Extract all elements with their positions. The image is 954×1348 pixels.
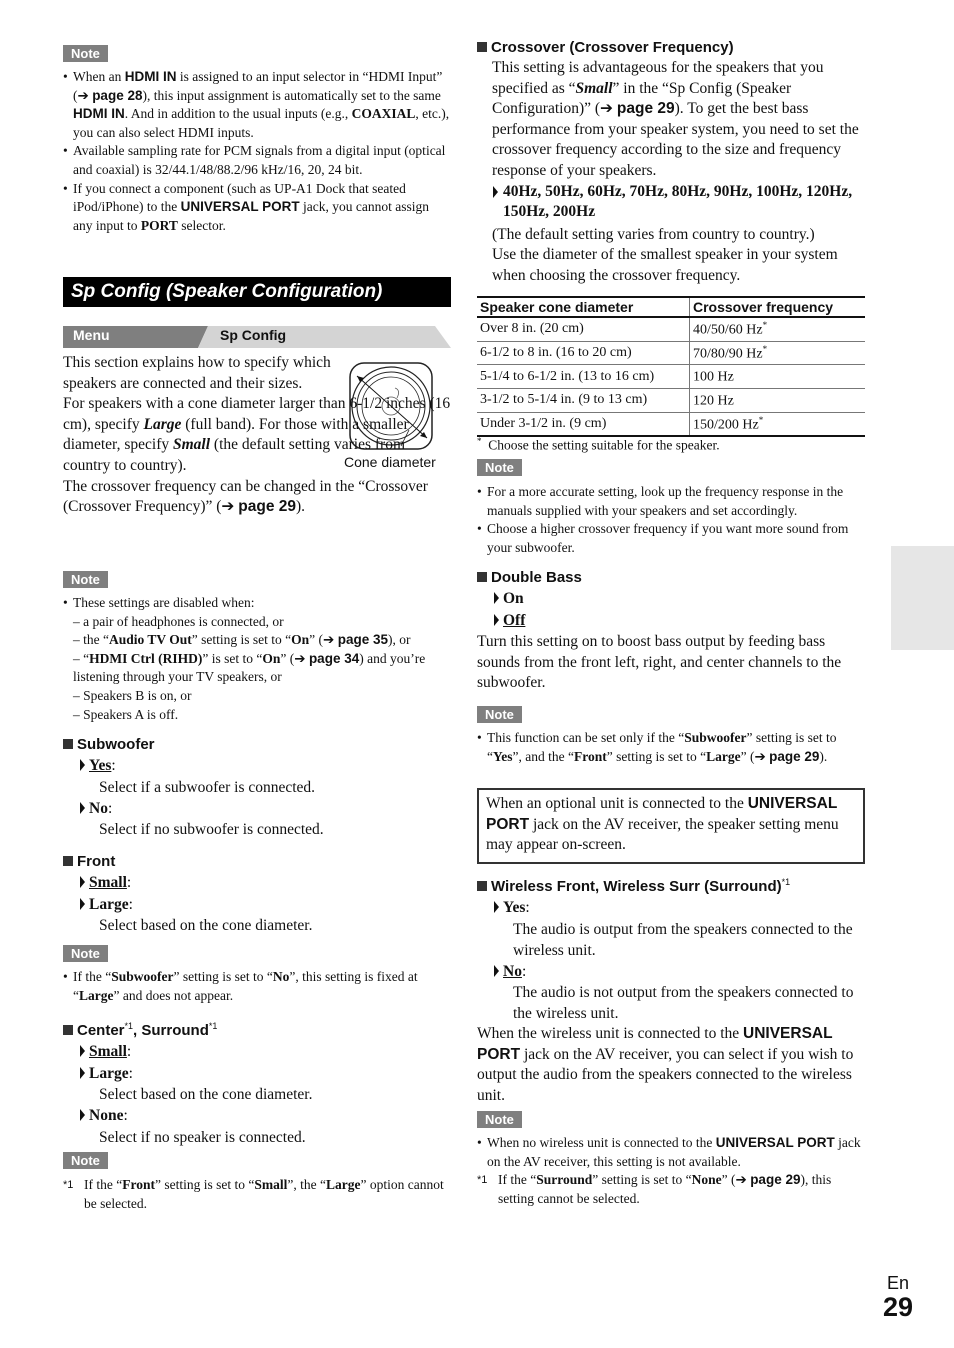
double-bass-body: Turn this setting on to boost bass output by feeding bass sounds from the front left, right, and center channels to the subwoofer. [477, 633, 842, 692]
front-section [63, 852, 451, 936]
crossover-options: 40Hz, 50Hz, 60Hz, 70Hz, 80Hz, 90Hz, 100Hz, 120Hz, 150Hz, 200Hz [477, 182, 867, 223]
list-item: • Available sampling rate for PCM signals from a digital input (optical and coaxial) is 32/44.1/48/88.2/96 kHz/16, 20, 24 bit. [63, 142, 451, 179]
list-item: • Choose a higher crossover frequency if you want more sound from your subwoofer. [477, 520, 867, 557]
page-number: 29 [883, 1292, 914, 1322]
wireless-section [477, 872, 867, 1106]
intro [63, 353, 451, 518]
menu-item-label: Sp Config [220, 327, 287, 343]
double-bass-note [477, 729, 867, 766]
arrow-right-icon [80, 876, 85, 888]
list-item: • This function can be set only if the “Subwoofer” setting is set to “Yes”, and the “Front” setting is set to “Large” (➔ page 29). [477, 729, 867, 766]
crossover-heading: Crossover (Crossover Frequency) [477, 38, 867, 58]
table-cell: 120 Hz [690, 388, 866, 412]
option-desc: The audio is not output from the speakers connected to the wireless unit. [513, 984, 854, 1022]
table-footnote: * Choose the setting suitable for the speaker. [477, 436, 720, 453]
crossover-section [477, 38, 867, 287]
option-no: No: [477, 961, 867, 983]
arrow-right-icon [80, 1067, 85, 1079]
option-yes: Yes: [63, 755, 451, 777]
option-small: Small: [63, 872, 451, 894]
double-bass-heading: Double Bass [477, 568, 867, 588]
table-header-cell: Speaker cone diameter [477, 297, 690, 317]
option-desc: Select based on the cone diameter. [99, 917, 313, 934]
intro-p2: For speakers with a cone diameter larger than 6-1/2 inches (16 cm), specify Large (full band). For those with a smaller diameter, specify Small (the default setting varies from country to country). [63, 395, 451, 474]
table-cell: 70/80/90 Hz* [690, 341, 866, 365]
universal-port-box: When an optional unit is connected to the UNIVERSAL PORT jack on the AV receiver, the speaker setting menu may appear on-screen. [477, 788, 865, 864]
note-badge: Note [63, 945, 108, 962]
arrow-right-icon [494, 965, 499, 977]
table-cell: 40/50/60 Hz* [690, 317, 866, 341]
subwoofer-heading: Subwoofer [63, 735, 451, 755]
wireless-body: When the wireless unit is connected to the UNIVERSAL PORT jack on the AV receiver, you can select if you wish to output the audio from the speakers connected to the wireless unit. [477, 1025, 854, 1104]
table-row [477, 317, 865, 341]
list-item: • If the “Subwoofer” setting is set to “No”, this setting is fixed at “Large” and does not appear. [63, 968, 451, 1005]
top-note-list [63, 68, 451, 235]
arrow-right-icon [494, 901, 499, 913]
arrow-right-icon [80, 1109, 85, 1121]
crossover-body: This setting is advantageous for the speakers that you specified as “Small” in the “Sp Config (Speaker Configuration)” (➔ page 29). To get the best bass performance from your speaker system, you need to set the crossover frequency according to the size and frequency response of your speakers. [492, 59, 859, 179]
option-yes: Yes: [477, 897, 867, 919]
list-item: • For a more accurate setting, look up the frequency response in the manuals supplied with your speakers and set accordingly. [477, 483, 867, 520]
front-note [63, 968, 451, 1005]
table-header-cell: Crossover frequency [690, 297, 866, 317]
dash-item: – the “Audio TV Out” setting is set to “On” (➔ page 35), or [73, 632, 411, 648]
option-desc: Select if no subwoofer is connected. [99, 821, 324, 838]
wireless-heading: Wireless Front, Wireless Surr (Surround)$^{*1}$ [477, 872, 867, 897]
note-badge: Note [477, 459, 522, 476]
note-badge: Note [63, 45, 108, 62]
list-item: • When no wireless unit is connected to the UNIVERSAL PORT jack on the AV receiver, this setting is not available. [477, 1134, 867, 1171]
dash-item: – Speakers B is on, or [73, 687, 192, 703]
arrow-right-icon [493, 186, 498, 198]
table-cell: Under 3-1/2 in. (9 cm) [477, 412, 690, 436]
table-cell: 100 Hz [690, 365, 866, 389]
crossover-table [477, 296, 865, 437]
table-cell: 3-1/2 to 5-1/4 in. (9 to 13 cm) [477, 388, 690, 412]
table-row [477, 341, 865, 365]
list-item: • These settings are disabled when: [63, 594, 451, 613]
menu-path [63, 326, 451, 348]
option-desc: Select if no speaker is connected. [99, 1128, 306, 1146]
subwoofer-section [63, 735, 451, 840]
table-row [477, 388, 865, 412]
option-large: Large: [63, 1063, 451, 1085]
arrow-right-icon [494, 614, 499, 626]
option-desc: Select based on the cone diameter. [99, 1086, 313, 1103]
disabled-note [63, 594, 451, 724]
note-badge: Note [477, 706, 522, 723]
option-on: On [477, 588, 867, 610]
double-bass-section [477, 568, 867, 694]
note-badge: Note [63, 571, 108, 588]
section-title: Sp Config (Speaker Configuration) [63, 277, 451, 307]
cone-caption: Cone diameter [344, 454, 436, 470]
crossover-use: Use the diameter of the smallest speaker in your system when choosing the crossover frequency. [492, 246, 838, 284]
wireless-notes [477, 1134, 867, 1208]
list-item: • When an HDMI IN is assigned to an input selector in “HDMI Input” (➔ page 28), this input assignment is automatically set to the same HDMI IN. And in addition to the usual inputs (e.g., COAXIAL, etc.), you can also select HDMI inputs. [63, 68, 451, 142]
table-cell: 5-1/4 to 6-1/2 in. (13 to 16 cm) [477, 365, 690, 389]
arrow-right-icon [80, 898, 85, 910]
note-badge: Note [477, 1111, 522, 1128]
note-badge: Note [63, 1152, 108, 1169]
side-tab [891, 546, 954, 650]
center-heading: Center$^{*1}$, Surround$^{*1}$ [63, 1016, 451, 1041]
dash-item: – a pair of headphones is connected, or [73, 613, 284, 629]
list-item: *1 If the “Surround” setting is set to “None” (➔ page 29), this setting cannot be selected. [477, 1172, 832, 1206]
table-row [477, 365, 865, 389]
table-cell: 150/200 Hz* [690, 412, 866, 436]
option-desc: Select if a subwoofer is connected. [99, 778, 316, 796]
option-small: Small: [63, 1041, 451, 1063]
arrow-right-icon [80, 1045, 85, 1057]
arrow-right-icon [80, 802, 85, 814]
option-none: None: [63, 1105, 451, 1127]
table-cell: Over 8 in. (20 cm) [477, 317, 690, 341]
menu-label: Menu [73, 327, 110, 343]
arrow-right-icon [494, 592, 499, 604]
front-heading: Front [63, 852, 451, 872]
crossover-notes [477, 483, 867, 557]
center-note: *1 If the “Front” setting is set to “Small”, the “Large” option cannot be selected. [63, 1177, 444, 1211]
option-off: Off [477, 610, 867, 632]
list-item: • If you connect a component (such as UP-A1 Dock that seated iPod/iPhone) to the UNIVERSAL PORT jack, you cannot assign any input to PORT selector. [63, 180, 451, 236]
center-section [63, 1016, 451, 1148]
option-no: No: [63, 798, 451, 820]
crossover-default: (The default setting varies from country to country.) [492, 225, 815, 243]
page-lang: En [887, 1273, 910, 1293]
option-desc: The audio is output from the speakers connected to the wireless unit. [513, 920, 853, 959]
intro-p3: The crossover frequency can be changed in the “Crossover (Crossover Frequency)” (➔ page 29). [63, 477, 428, 516]
arrow-right-icon [80, 759, 85, 771]
dash-item: – “HDMI Ctrl (RIHD)” is set to “On” (➔ page 34) and you’re listening through your TV speakers, or [73, 650, 426, 685]
table-cell: 6-1/2 to 8 in. (16 to 20 cm) [477, 341, 690, 365]
intro-p1: This section explains how to specify which speakers are connected and their sizes. [63, 354, 331, 392]
option-large: Large: [63, 894, 451, 916]
table-header [477, 297, 865, 317]
dash-item: – Speakers A is off. [73, 706, 179, 722]
